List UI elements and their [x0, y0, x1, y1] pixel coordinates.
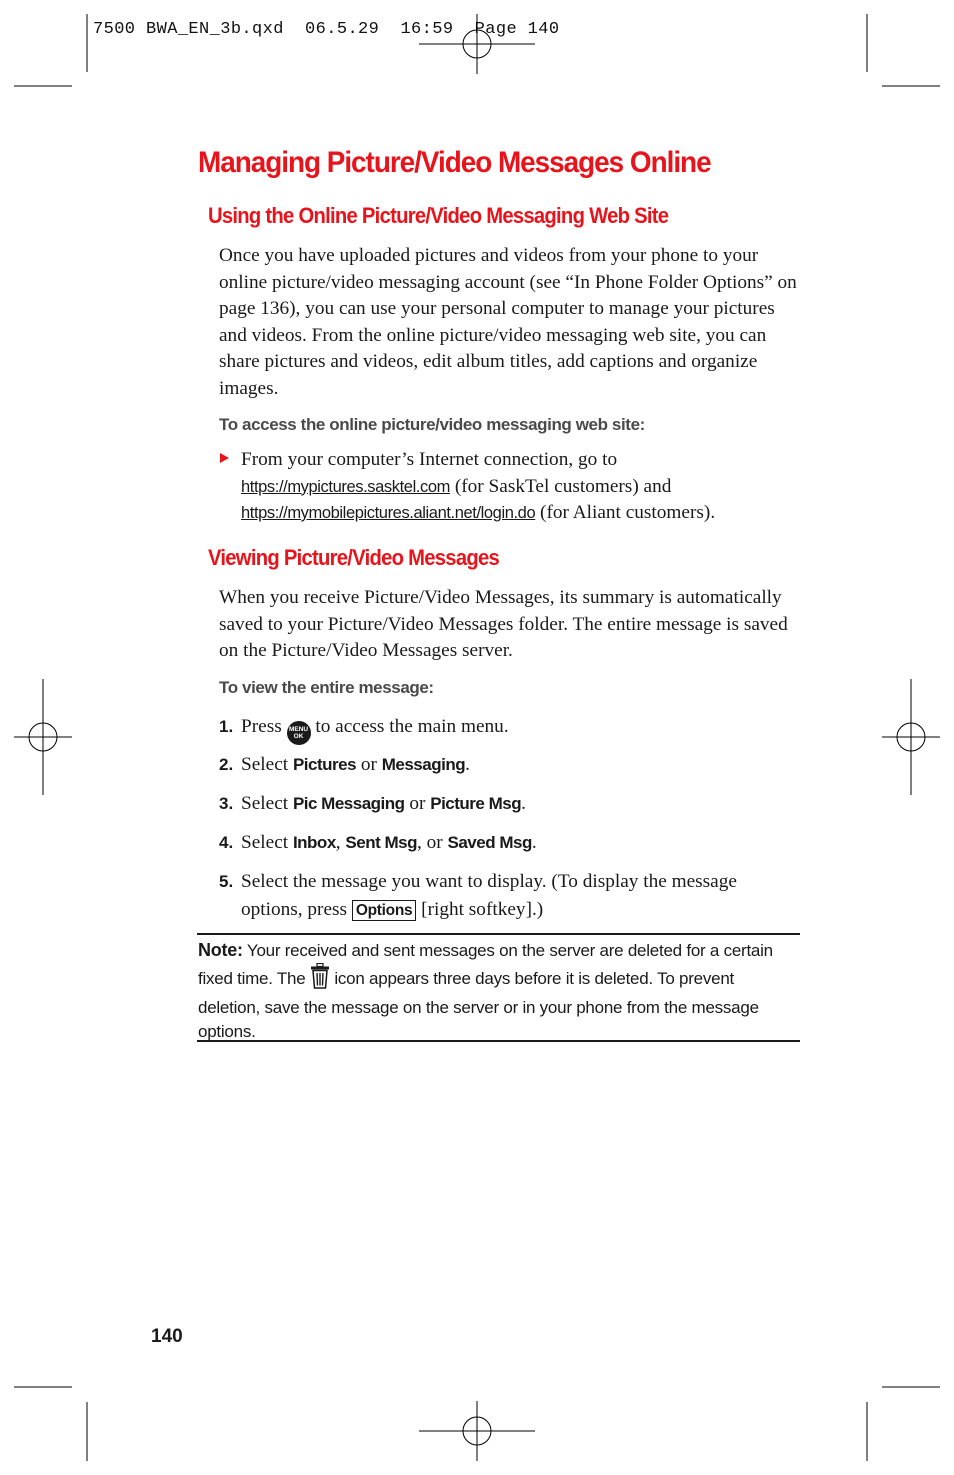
trash-icon — [310, 963, 330, 996]
step-text: to access the main menu. — [310, 716, 509, 737]
aliant-note: (for Aliant customers). — [535, 502, 716, 523]
menu-option-messaging: Messaging — [381, 755, 466, 774]
aliant-link[interactable]: https://mymobilepictures.aliant.net/login.do — [241, 504, 536, 522]
note-text: icon appears three days before it is deleted. To prevent deletion, save the message on the server or in your phone from the message options. — [198, 969, 759, 1041]
step-3 — [219, 790, 799, 818]
step-text: . — [521, 793, 526, 814]
step-text: . — [531, 832, 537, 853]
note-text: Your received and sent messages on the server are deleted for a certain fixed time. The — [198, 941, 773, 988]
menu-option-pic-messaging: Pic Messaging — [292, 794, 405, 813]
step-text: or — [404, 793, 431, 814]
note-bottom-rule — [197, 1040, 800, 1042]
note-top-rule — [197, 933, 800, 935]
step-text: Select — [241, 793, 293, 814]
step-text: Select — [241, 832, 293, 853]
section-heading-online-site: Using the Online Picture/Video Messaging Web Site — [208, 203, 669, 228]
step-text: , or — [416, 832, 448, 853]
bullet-lead: From your computer’s Internet connection, go to — [241, 449, 618, 470]
section-heading-viewing: Viewing Picture/Video Messages — [208, 545, 500, 570]
step-text: Press — [241, 716, 287, 737]
page-title: Managing Picture/Video Messages Online — [198, 146, 711, 179]
menu-ok-key-icon — [287, 721, 311, 745]
access-subheading: To access the online picture/video messaging web site: — [219, 415, 645, 434]
intro-paragraph: Once you have uploaded pictures and videos from your phone to your online picture/video messaging account (see “In Phone Folder Options” on page 136), you can use your personal computer to manage your pictures and videos. From the online picture/video messaging web site, you can share pictures and videos, edit album titles, add captions and organize images. — [219, 245, 797, 399]
menu-option-pictures: Pictures — [292, 755, 357, 774]
note-box — [198, 938, 798, 1044]
step-text: or — [356, 754, 382, 775]
step-text: . — [465, 754, 470, 775]
step-text: Select the message you want to display. (To display the message options, press — [241, 871, 737, 920]
bullet-arrow-icon — [220, 453, 229, 463]
viewing-paragraph: When you receive Picture/Video Messages, its summary is automatically saved to your Picture/Video Messages folder. The entire message is saved on the Picture/Video Messages server. — [219, 587, 788, 661]
menu-option-sent-msg: Sent Msg — [345, 833, 417, 852]
step-2 — [219, 751, 799, 779]
menu-option-saved-msg: Saved Msg — [447, 833, 532, 852]
access-bullet — [241, 447, 811, 527]
menu-option-inbox: Inbox — [292, 833, 336, 852]
options-softkey: Options — [352, 900, 416, 921]
menu-option-picture-msg: Picture Msg — [430, 794, 522, 813]
step-number: 4. — [219, 833, 234, 852]
print-slug: 7500 BWA_EN_3b.qxd 06.5.29 16:59 Page 140 — [93, 20, 560, 39]
step-number: 1. — [219, 717, 234, 736]
sasktel-link[interactable]: https://mypictures.sasktel.com — [241, 477, 450, 496]
note-label: Note: — [198, 940, 243, 960]
step-number: 5. — [219, 872, 234, 891]
step-text: Select — [241, 754, 293, 775]
view-subheading: To view the entire message: — [219, 678, 434, 697]
step-4 — [219, 829, 799, 857]
sasktel-note: (for SaskTel customers) and — [450, 475, 672, 497]
step-1 — [219, 713, 799, 745]
menu-key-label: MENU — [288, 726, 309, 733]
step-text: [right softkey].) — [416, 899, 544, 920]
step-text: , — [335, 832, 346, 853]
step-5 — [219, 868, 779, 924]
page-number: 140 — [151, 1326, 183, 1347]
step-number: 3. — [219, 794, 234, 813]
step-number: 2. — [219, 755, 234, 774]
ok-key-label: OK — [293, 733, 304, 740]
